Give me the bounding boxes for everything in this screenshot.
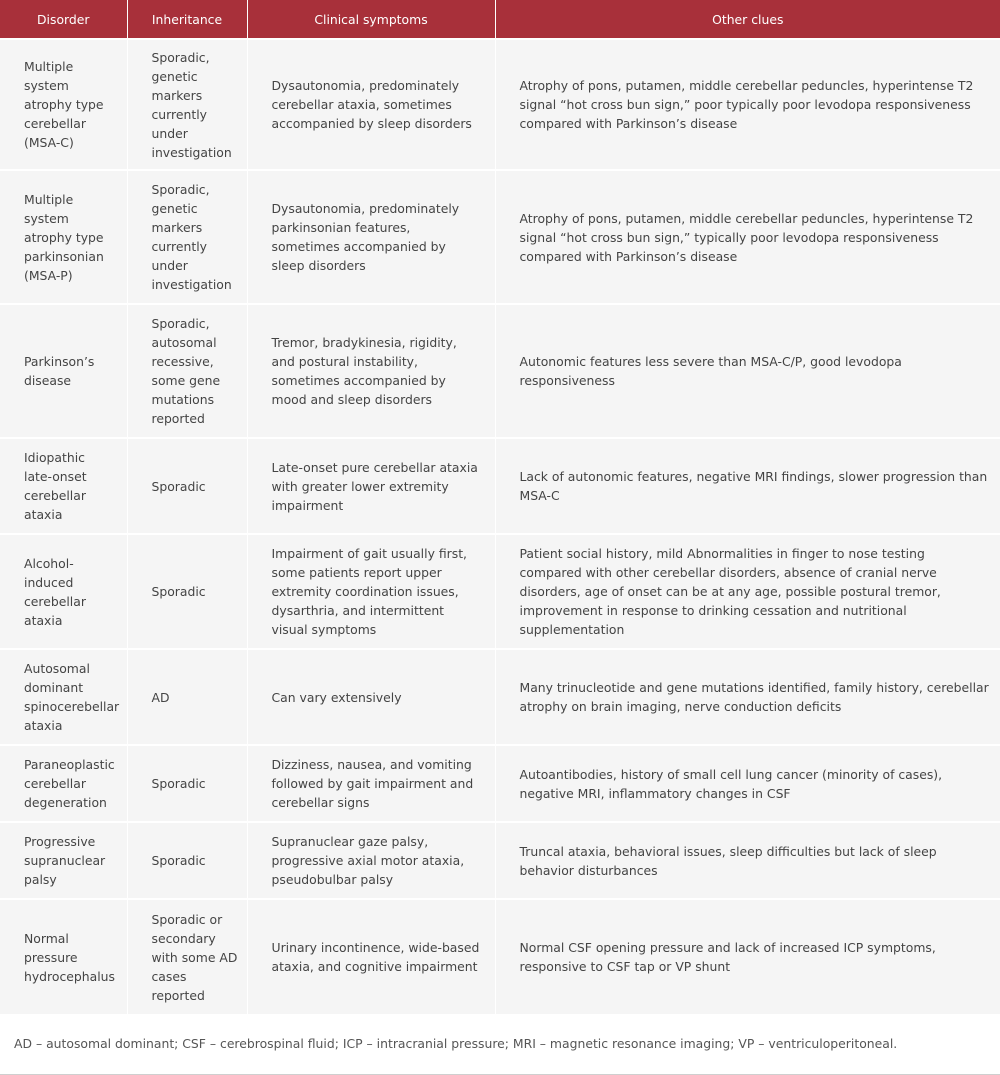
cell-inheritance: Sporadic, autosomal recessive, some gene mutations reported [127,304,247,438]
cell-other-clues: Atrophy of pons, putamen, middle cerebellar peduncles, hyperintense T2 signal “hot cross bun sign,” poor typically poor levodopa responsiveness compared with Parkinson’s disease [495,39,1000,170]
header-other-clues: Other clues [495,0,1000,39]
cell-clinical-symptoms: Dizziness, nausea, and vomiting followed by gait impairment and cerebellar signs [247,745,495,822]
cell-clinical-symptoms: Tremor, bradykinesia, rigidity, and postural instability, sometimes accompanied by mood and sleep disorders [247,304,495,438]
cell-inheritance: Sporadic, genetic markers currently under investigation [127,39,247,170]
cell-other-clues: Autonomic features less severe than MSA-C/P, good levodopa responsiveness [495,304,1000,438]
cell-disorder: Multiple system atrophy type parkinsonian (MSA-P) [0,170,127,304]
cell-clinical-symptoms: Can vary extensively [247,649,495,745]
cell-inheritance: Sporadic, genetic markers currently under investigation [127,170,247,304]
cell-clinical-symptoms: Late-onset pure cerebellar ataxia with greater lower extremity impairment [247,438,495,534]
table-footnote: AD – autosomal dominant; CSF – cerebrospinal fluid; ICP – intracranial pressure; MRI – magnetic resonance imaging; VP – ventriculoperitoneal. [0,1014,1000,1075]
table-row [0,534,1000,649]
cell-clinical-symptoms: Urinary incontinence, wide-based ataxia, and cognitive impairment [247,899,495,1014]
cell-clinical-symptoms: Dysautonomia, predominately parkinsonian features, sometimes accompanied by sleep disorders [247,170,495,304]
cell-disorder: Progressive supranuclear palsy [0,822,127,899]
cell-disorder: Alcohol-induced cerebellar ataxia [0,534,127,649]
cell-other-clues: Autoantibodies, history of small cell lung cancer (minority of cases), negative MRI, inflammatory changes in CSF [495,745,1000,822]
table-row [0,39,1000,170]
table-row [0,745,1000,822]
cell-other-clues: Many trinucleotide and gene mutations identified, family history, cerebellar atrophy on brain imaging, nerve conduction deficits [495,649,1000,745]
cell-other-clues: Lack of autonomic features, negative MRI findings, slower progression than MSA-C [495,438,1000,534]
table-row [0,304,1000,438]
cell-inheritance: Sporadic [127,534,247,649]
cell-disorder: Idiopathic late-onset cerebellar ataxia [0,438,127,534]
cell-clinical-symptoms: Dysautonomia, predominately cerebellar ataxia, sometimes accompanied by sleep disorders [247,39,495,170]
cell-disorder: Normal pressure hydrocephalus [0,899,127,1014]
table-header [0,0,1000,39]
cell-clinical-symptoms: Supranuclear gaze palsy, progressive axial motor ataxia, pseudobulbar palsy [247,822,495,899]
cell-disorder: Parkinson’s disease [0,304,127,438]
header-clinical-symptoms: Clinical symptoms [247,0,495,39]
cell-disorder: Paraneoplastic cerebellar degeneration [0,745,127,822]
header-inheritance: Inheritance [127,0,247,39]
header-disorder: Disorder [0,0,127,39]
table-row [0,649,1000,745]
cell-disorder: Multiple system atrophy type cerebellar (MSA-C) [0,39,127,170]
header-row [0,0,1000,39]
cell-other-clues: Truncal ataxia, behavioral issues, sleep difficulties but lack of sleep behavior disturbances [495,822,1000,899]
table-body [0,39,1000,1014]
table-row [0,438,1000,534]
cell-other-clues: Atrophy of pons, putamen, middle cerebellar peduncles, hyperintense T2 signal “hot cross bun sign,” typically poor levodopa responsiveness compared with Parkinson’s disease [495,170,1000,304]
table-row [0,822,1000,899]
cell-other-clues: Normal CSF opening pressure and lack of increased ICP symptoms, responsive to CSF tap or VP shunt [495,899,1000,1014]
cell-inheritance: Sporadic [127,822,247,899]
cell-clinical-symptoms: Impairment of gait usually first, some patients report upper extremity coordination issues, dysarthria, and intermittent visual symptoms [247,534,495,649]
cell-inheritance: Sporadic [127,438,247,534]
table-row [0,899,1000,1014]
cell-inheritance: AD [127,649,247,745]
cell-other-clues: Patient social history, mild Abnormalities in finger to nose testing compared with other cerebellar disorders, absence of cranial nerve disorders, age of onset can be at any age, possible postural tremor, improvement in response to drinking cessation and nutritional supplementation [495,534,1000,649]
table-row [0,170,1000,304]
cell-inheritance: Sporadic [127,745,247,822]
cell-inheritance: Sporadic or secondary with some AD cases reported [127,899,247,1014]
cell-disorder: Autosomal dominant spinocerebellar ataxia [0,649,127,745]
